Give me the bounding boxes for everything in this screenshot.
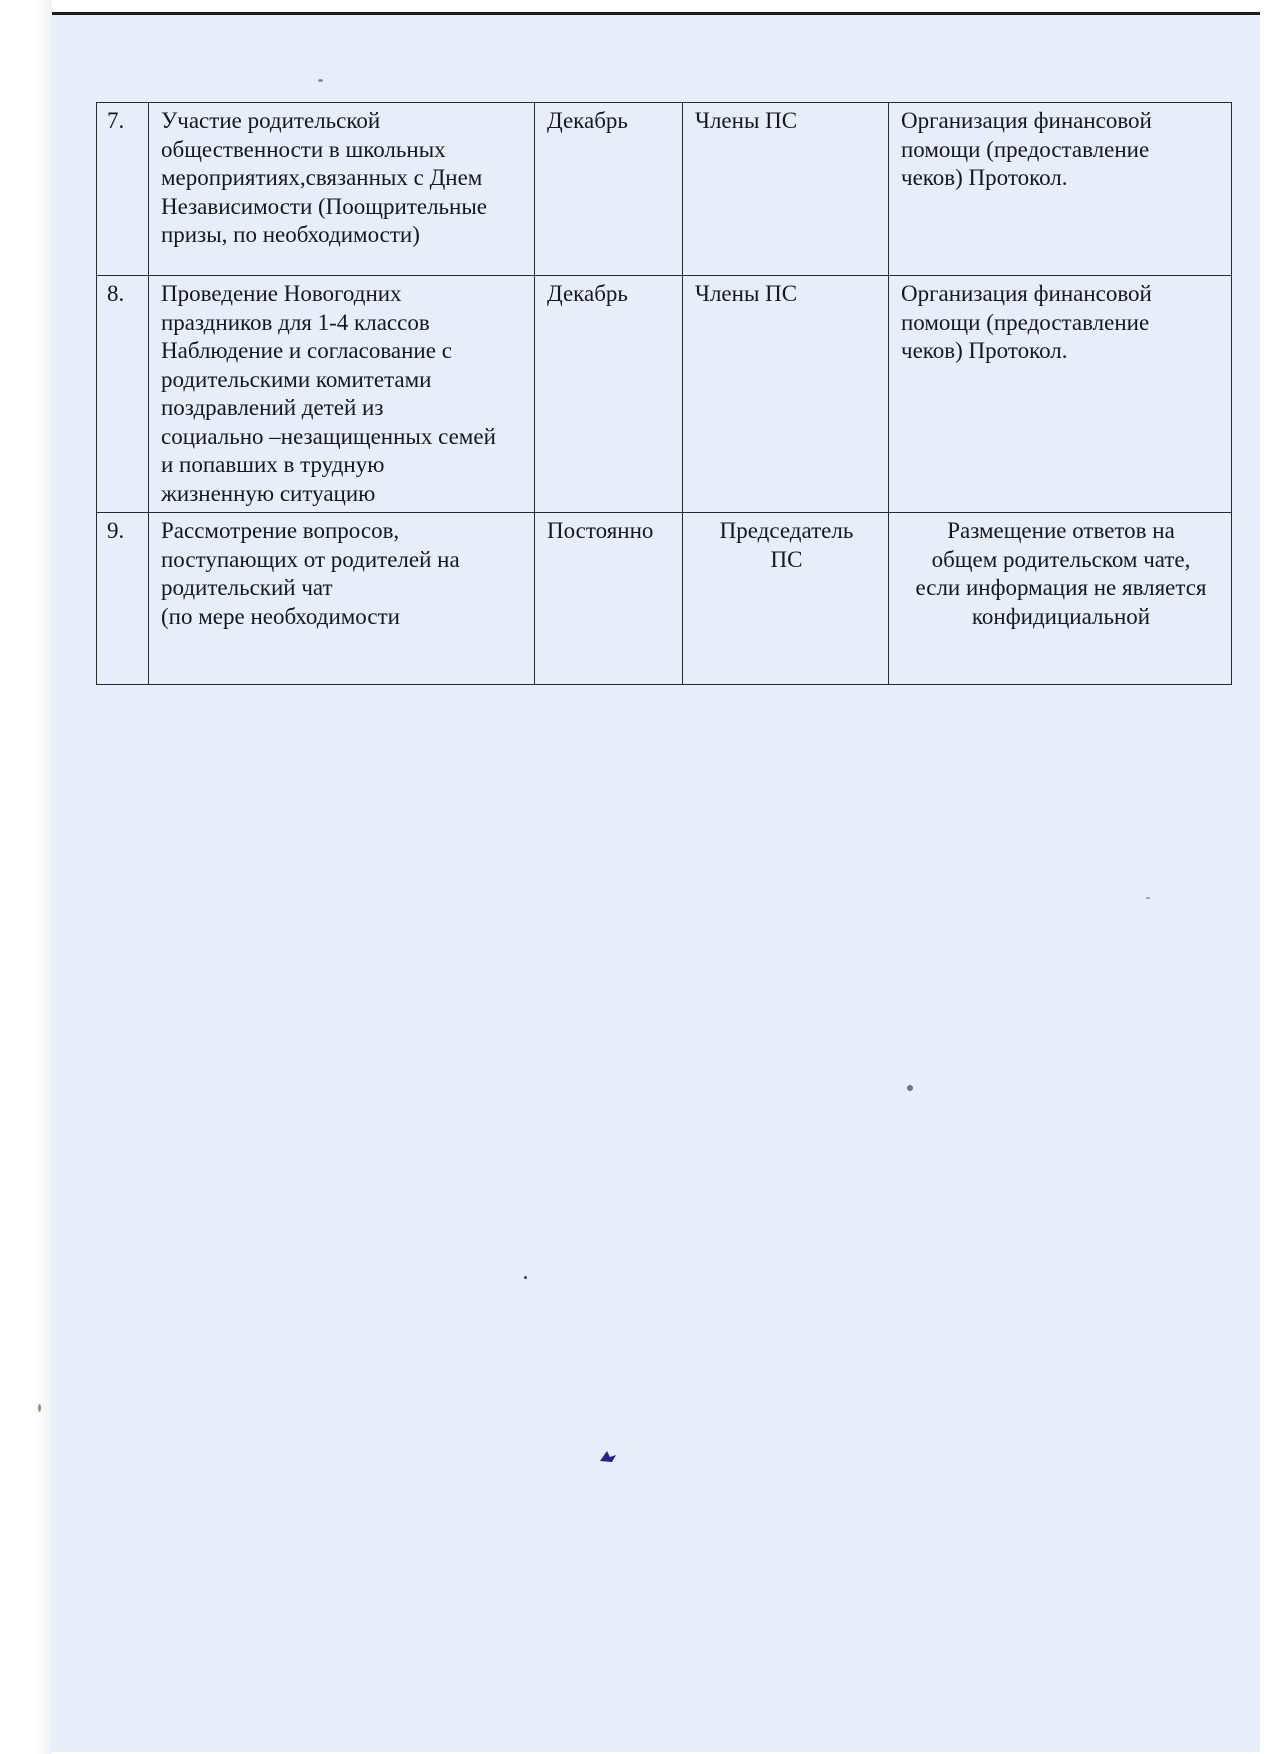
term-cell: Декабрь (535, 276, 683, 513)
responsible-line: Председатель (719, 518, 854, 543)
plan-table (96, 102, 1232, 685)
result-line: Размещение ответов на (947, 518, 1175, 543)
scan-speck (38, 1404, 41, 1412)
event-cell (149, 276, 535, 513)
event-line: поступающих от родителей на (161, 546, 460, 572)
table-row (97, 513, 1232, 685)
event-line: Участие родительской (161, 108, 381, 133)
row-number: 8. (97, 276, 149, 513)
term-cell: Декабрь (535, 103, 683, 276)
result-line: помощи (предоставление (901, 309, 1150, 335)
scan-edge (0, 0, 52, 1754)
term-cell: Постоянно (535, 513, 683, 685)
event-line: жизненную ситуацию (161, 480, 376, 506)
responsible-cell: Члены ПС (683, 103, 889, 276)
event-line: и попавших в трудную (161, 452, 385, 477)
scan-speck (318, 79, 323, 82)
event-cell (149, 103, 535, 276)
responsible-cell (683, 513, 889, 685)
event-line: Наблюдение и согласование с (161, 338, 452, 363)
result-line: Организация финансовой (901, 108, 1152, 133)
event-line: социально –незащищенных семей (161, 423, 496, 449)
event-line: мероприятиях,связанных с Днем (161, 165, 483, 190)
result-line: чеков) Протокол. (901, 338, 1068, 363)
ink-mark (598, 1448, 620, 1464)
event-line: Проведение Новогодних (161, 281, 402, 306)
scan-speck (907, 1085, 913, 1091)
table-row (97, 103, 1232, 276)
event-cell (149, 513, 535, 685)
event-line: призы, по необходимости) (161, 222, 420, 247)
event-line: родительскими комитетами (161, 366, 432, 392)
result-line: конфидициальной (971, 603, 1151, 629)
result-line: помощи (предоставление (901, 136, 1150, 162)
event-line: общественности в школьных (161, 136, 446, 162)
event-line: Рассмотрение вопросов, (161, 518, 400, 543)
responsible-line: ПС (770, 546, 803, 572)
result-cell (889, 276, 1232, 513)
event-line: поздравлений детей из (161, 395, 384, 420)
result-line: Организация финансовой (901, 281, 1152, 306)
scan-speck (1146, 897, 1150, 899)
table-row (97, 276, 1232, 513)
scan-speck (524, 1276, 527, 1279)
result-line: чеков) Протокол. (901, 165, 1068, 190)
event-line: родительский чат (161, 575, 333, 600)
result-cell (889, 513, 1232, 685)
event-line: Независимости (Поощрительные (161, 193, 488, 219)
result-line: общем родительском чате, (931, 546, 1191, 572)
row-number: 7. (97, 103, 149, 276)
event-line: праздников для 1-4 классов (161, 309, 430, 335)
result-line: если информация не является (915, 575, 1207, 600)
event-line: (по мере необходимости (161, 603, 400, 629)
responsible-cell: Члены ПС (683, 276, 889, 513)
row-number: 9. (97, 513, 149, 685)
result-cell (889, 103, 1232, 276)
